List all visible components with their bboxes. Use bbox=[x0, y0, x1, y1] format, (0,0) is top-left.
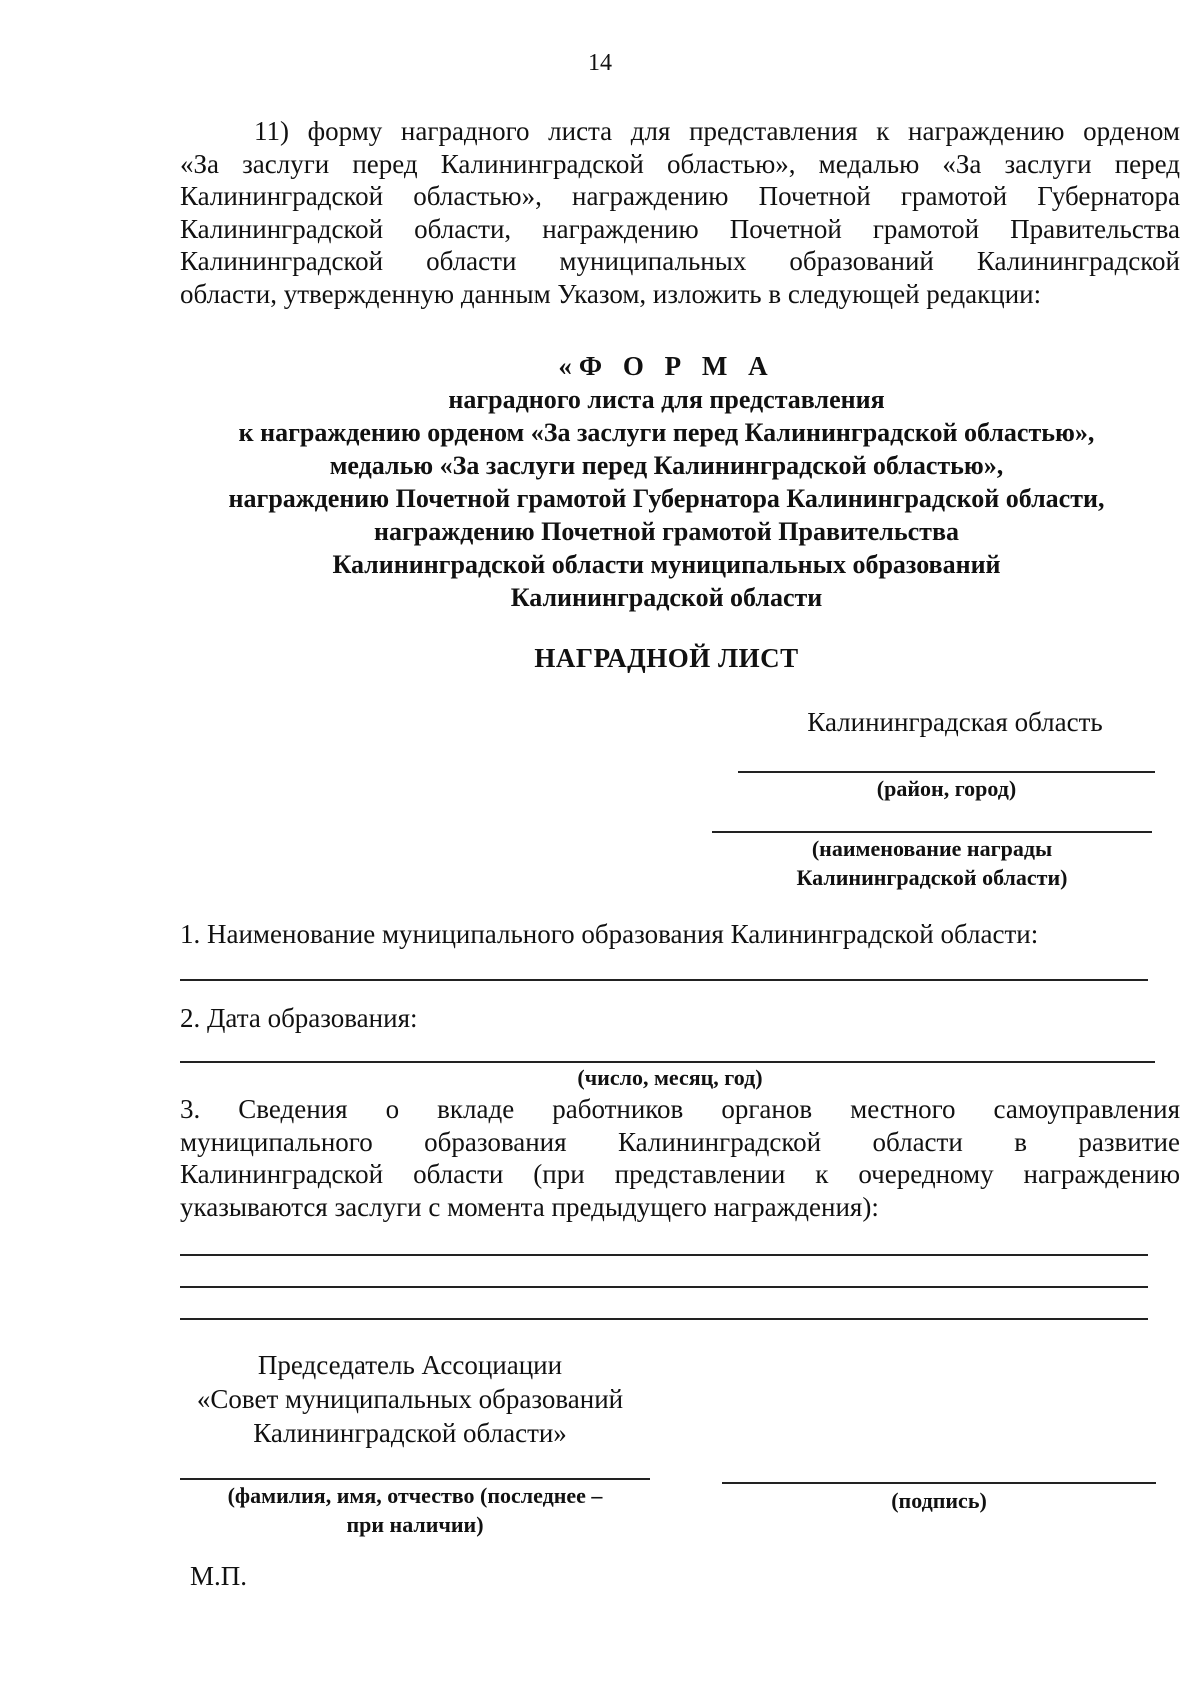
signature-caption: (подпись) bbox=[891, 1488, 987, 1513]
seal-mark: М.П. bbox=[190, 1561, 248, 1591]
region-label: Калининградская область bbox=[807, 707, 1103, 737]
district-field-line[interactable] bbox=[738, 771, 1155, 773]
full-name-field-line[interactable] bbox=[180, 1478, 650, 1480]
item1-field-line[interactable] bbox=[180, 979, 1148, 981]
form-title bbox=[0, 350, 1200, 614]
item3-paragraph bbox=[180, 1093, 1180, 1223]
form-title-line: Калининградской области муниципальных образований bbox=[332, 550, 1001, 579]
form-title-line: к награждению орденом «За заслуги перед Калининградской областью», bbox=[238, 418, 1095, 447]
award-name-field-line[interactable] bbox=[712, 831, 1152, 833]
item3-field-line-2[interactable] bbox=[180, 1286, 1148, 1288]
item3-line: 3. Сведения о вкладе работников органов местного самоуправления bbox=[180, 1094, 1180, 1124]
form-title-heading: «Ф О Р М А bbox=[558, 351, 775, 381]
intro-line: области, утвержденную данным Указом, изложить в следующей редакции: bbox=[180, 278, 1042, 309]
page-number: 14 bbox=[588, 50, 612, 76]
item3-line: указываются заслуги с момента предыдущего награждения): bbox=[180, 1191, 879, 1222]
intro-line: «За заслуги перед Калининградской областью», медалью «За заслуги перед bbox=[180, 148, 1180, 179]
item2-label: 2. Дата образования: bbox=[180, 1003, 418, 1033]
item3-field-line-3[interactable] bbox=[180, 1318, 1148, 1320]
item1-label: 1. Наименование муниципального образования Калининградской области: bbox=[180, 919, 1039, 949]
signature-field-line[interactable] bbox=[722, 1482, 1156, 1484]
award-name-caption-line1: (наименование награды bbox=[811, 836, 1053, 861]
district-caption: (район, город) bbox=[876, 776, 1017, 801]
form-title-line: наградного листа для представления bbox=[448, 385, 885, 414]
date-caption: (число, месяц, год) bbox=[577, 1065, 763, 1090]
intro-line: Калининградской областью», награждению Почетной грамотой Губернатора bbox=[180, 181, 1180, 211]
award-name-caption-line2: Калининградской области) bbox=[796, 865, 1068, 890]
form-title-line: медалью «За заслуги перед Калининградской областью», bbox=[329, 451, 1004, 480]
signer-line: «Совет муниципальных образований bbox=[196, 1384, 624, 1414]
item3-line: муниципального образования Калининградской области в развитие bbox=[180, 1126, 1180, 1157]
intro-line: Калининградской области муниципальных образований Калининградской bbox=[180, 246, 1180, 276]
full-name-caption-line1: (фамилия, имя, отчество (последнее – bbox=[227, 1483, 603, 1508]
full-name-caption-line2: при наличии) bbox=[346, 1512, 484, 1537]
item3-field-line-1[interactable] bbox=[180, 1254, 1148, 1256]
intro-line: 11) форму наградного листа для представления к награждению орденом bbox=[254, 116, 1180, 146]
form-title-line: награждению Почетной грамотой Правительства bbox=[373, 517, 959, 546]
item3-line: Калининградской области (при представлении к очередному награждению bbox=[180, 1159, 1180, 1189]
signer-block bbox=[180, 1348, 640, 1450]
form-title-line: награждению Почетной грамотой Губернатора Калининградской области, bbox=[228, 484, 1105, 513]
intro-line: Калининградской области, награждению Почетной грамотой Правительства bbox=[180, 213, 1180, 244]
signer-line: Калининградской области» bbox=[253, 1418, 567, 1448]
intro-paragraph bbox=[180, 115, 1180, 310]
signer-line: Председатель Ассоциации bbox=[257, 1350, 563, 1380]
form-title-line: Калининградской области bbox=[510, 583, 823, 612]
sheet-heading: НАГРАДНОЙ ЛИСТ bbox=[534, 643, 799, 673]
